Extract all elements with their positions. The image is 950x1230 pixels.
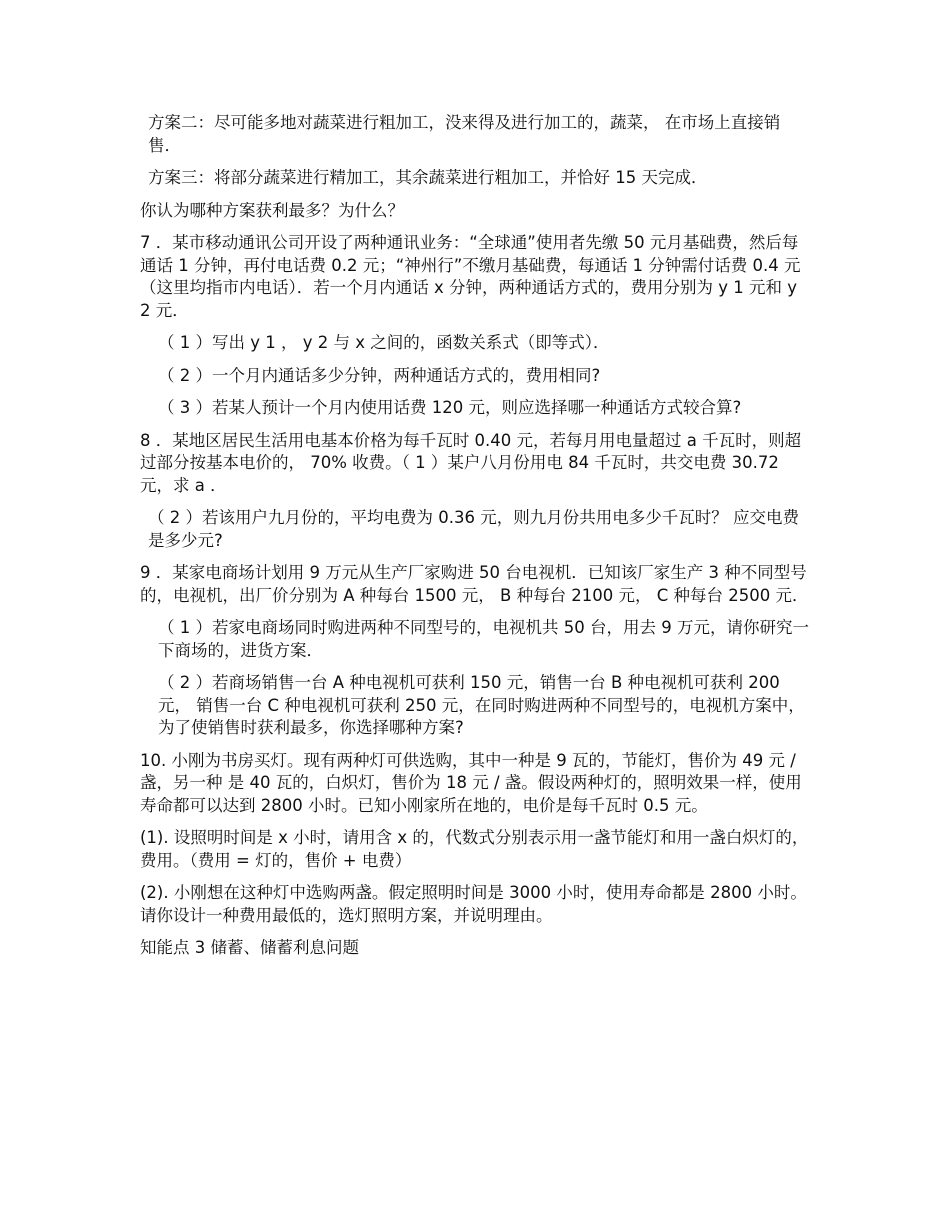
- problem-7: 7 ．某市移动通讯公司开设了两种通讯业务：“全球通”使用者先缴 50 元月基础费，然后每通话 1 分钟，再付电话费 0.2 元；“神州行”不缴月基础费，每通话 1 分钟需付话费 0.4 元（这里均指市内电话）．若一个月内通话 x 分钟，两种通话方式的，费用分别为 y 1 元和 y 2 元．: [140, 233, 801, 320]
- section-heading-savings: 知能点 3 储蓄、储蓄利息问题: [140, 938, 359, 957]
- problem-9: 9 ．某家电商场计划用 9 万元从生产厂家购进 50 台电视机．已知该厂家生产 3 种不同型号的，电视机，出厂价分别为 A 种每台 1500 元， B 种每台 2100 元， C 种每台 2500 元．: [140, 563, 809, 605]
- document-page: [140, 112, 812, 970]
- plan-three-paragraph: 方案三：将部分蔬菜进行精加工，其余蔬菜进行粗加工，并恰好 15 天完成．: [148, 168, 708, 187]
- plan-two-paragraph: 方案二：尽可能多地对蔬菜进行粗加工，没来得及进行加工的，蔬菜， 在市场上直接销售．: [148, 113, 781, 155]
- problem-7-part-2: （ 2 ）一个月内通话多少分钟，两种通话方式的，费用相同?: [158, 365, 601, 385]
- problem-9-part-1: （ 1 ）若家电商场同时购进两种不同型号的，电视机共 50 台，用去 9 万元，请你研究一下商场的，进货方案．: [158, 618, 809, 660]
- problem-8-part-2: （ 2 ）若该用户九月份的，平均电费为 0.36 元，则九月份共用电多少千瓦时？ 应交电费是多少元?: [148, 508, 799, 550]
- problem-9-part-2: （ 2 ）若商场销售一台 A 种电视机可获利 150 元，销售一台 B 种电视机可获利 200 元， 销售一台 C 种电视机可获利 250 元，在同时购进两种不同型号的，电视机方案中，为了使销售时获利最多，你选择哪种方案?: [158, 673, 805, 737]
- problem-8: 8 ．某地区居民生活用电基本价格为每千瓦时 0.40 元，若每月用电量超过 a 千瓦时，则超过部分按基本电价的， 70% 收费。（ 1 ）某户八月份用电 84 千瓦时，共交电费 30.72 元，求 a ．: [140, 430, 802, 495]
- problem-10-part-1: (1). 设照明时间是 x 小时，请用含 x 的，代数式分别表示用一盏节能灯和用一盏白炽灯的，费用。（费用 = 灯的，售价 + 电费）: [140, 828, 809, 870]
- question-which-plan: 你认为哪种方案获利最多？为什么？: [140, 200, 404, 220]
- problem-10: 10. 小刚为书房买灯。现有两种灯可供选购，其中一种是 9 瓦的，节能灯，售价为 49 元 / 盏，另一种 是 40 瓦的，白炽灯，售价为 18 元 / 盏。假设两种灯的，照明效果一样，使用寿命都可以达到 2800 小时。已知小刚家所在地的，电价是每千瓦时 0.5 元。: [140, 750, 802, 815]
- problem-7-part-3: （ 3 ）若某人预计一个月内使用话费 120 元，则应选择哪一种通话方式较合算?: [158, 398, 742, 417]
- problem-7-part-1: （ 1 ）写出 y 1 ， y 2 与 x 之间的，函数关系式（即等式）．: [158, 333, 610, 352]
- problem-10-part-2: (2). 小刚想在这种灯中选购两盏。假定照明时间是 3000 小时，使用寿命都是 2800 小时。请你设计一种费用最低的，选灯照明方案，并说明理由。: [140, 883, 807, 925]
